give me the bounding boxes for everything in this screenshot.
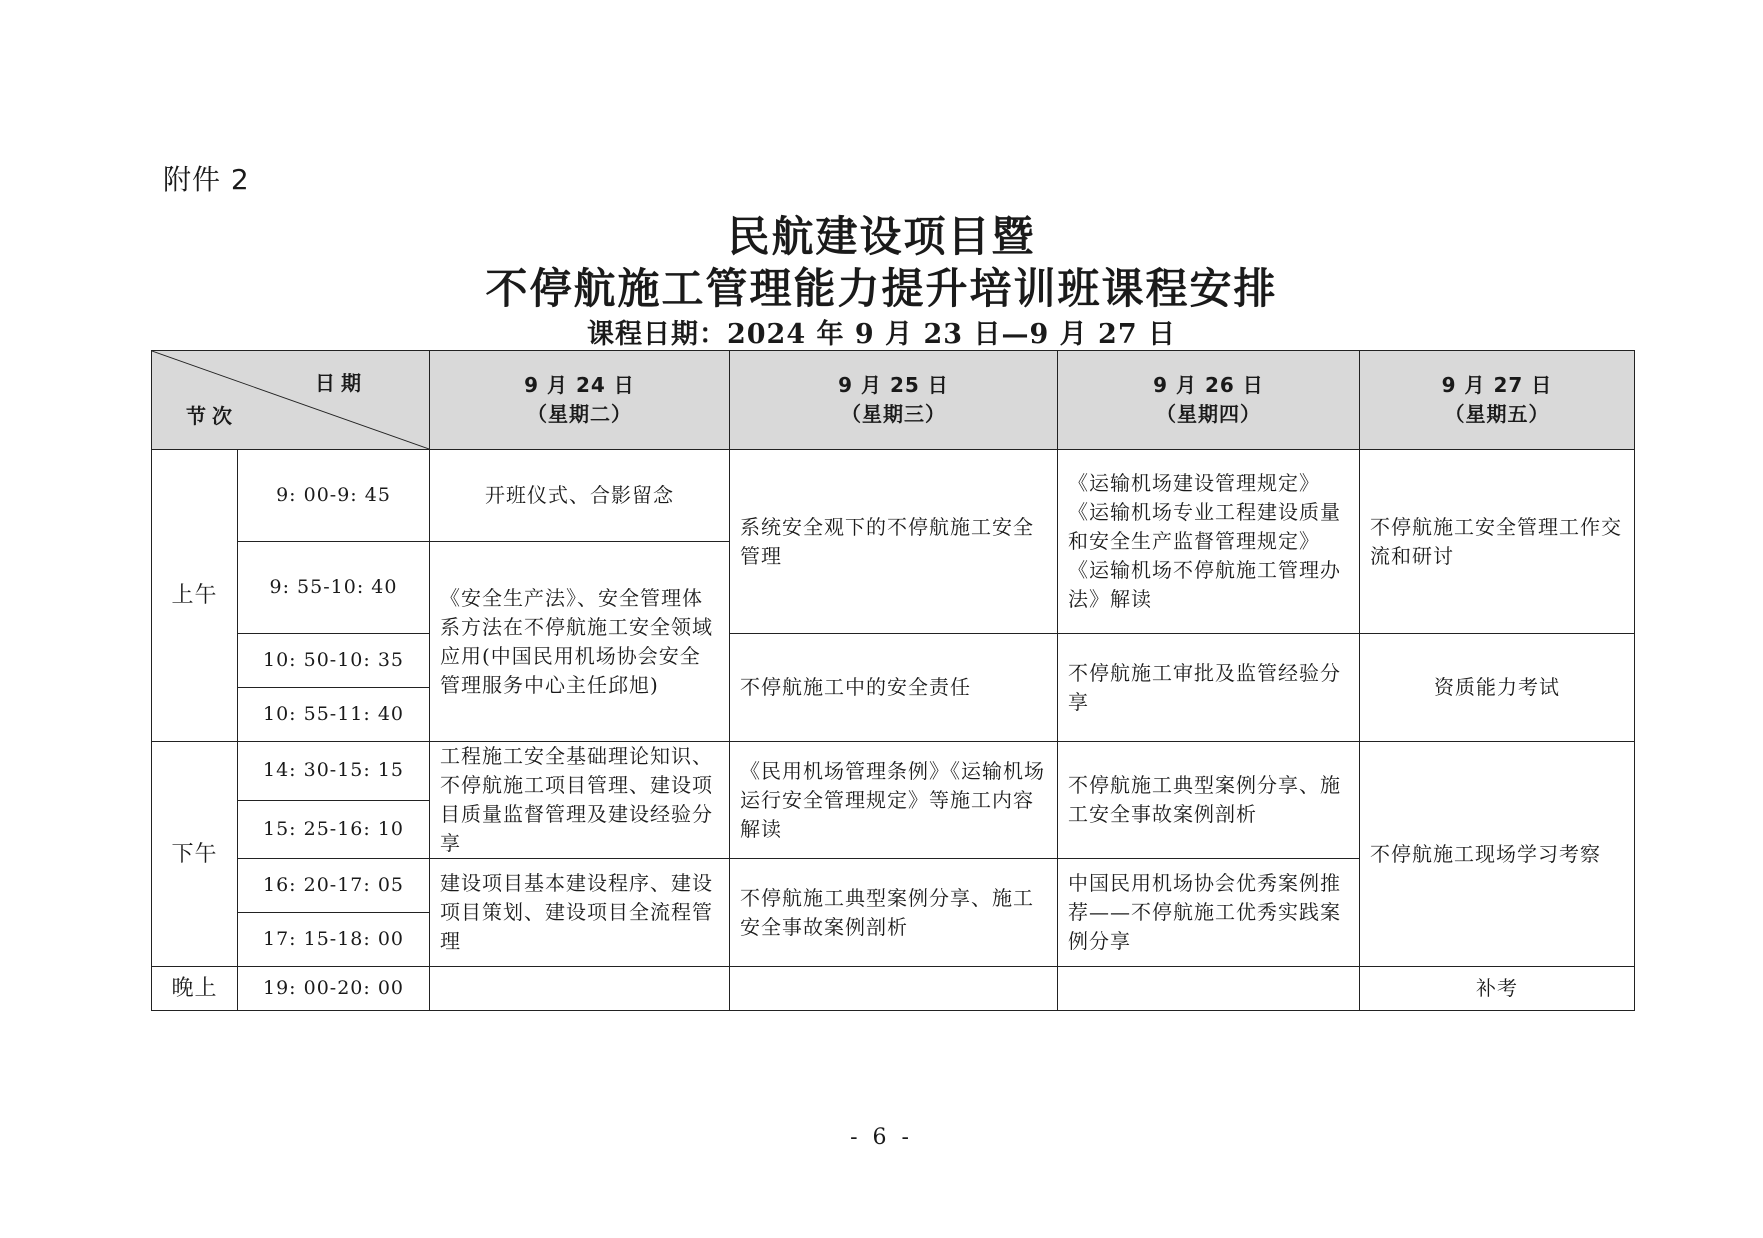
table-row	[152, 634, 1635, 688]
attachment-label: 附件 2	[163, 163, 250, 196]
course-date-range: 课程日期：2024 年 9 月 23 日—9 月 27 日	[586, 319, 1177, 350]
session-cell-empty	[730, 967, 1058, 1011]
session-cell: 资质能力考试	[1360, 634, 1635, 742]
day-date: 9 月 25 日	[838, 373, 949, 397]
session-cell: 建设项目基本建设程序、建设项目策划、建设项目全流程管理	[430, 859, 730, 967]
schedule-table	[151, 350, 1635, 1011]
session-cell: 中国民用机场协会优秀案例推荐——不停航施工优秀实践案例分享	[1058, 859, 1360, 967]
session-cell: 《安全生产法》、安全管理体系方法在不停航施工安全领域应用(中国民用机场协会安全管理服务中心主任邱旭)	[430, 542, 730, 742]
day-weekday: （星期五）	[1444, 402, 1550, 426]
period-evening: 晚上	[152, 967, 238, 1011]
corner-label-session: 节次	[186, 404, 238, 428]
session-cell: 补考	[1360, 967, 1635, 1011]
table-row	[152, 742, 1635, 801]
day-weekday: （星期二）	[527, 402, 632, 426]
header-day-2	[730, 351, 1058, 450]
day-weekday: （星期四）	[1156, 402, 1261, 426]
document-title-line2: 不停航施工管理能力提升培训班课程安排	[485, 264, 1278, 313]
session-cell: 不停航施工典型案例分享、施工安全事故案例剖析	[1058, 742, 1360, 859]
session-cell-empty	[1058, 967, 1360, 1011]
header-row	[152, 351, 1635, 450]
time-slot: 10: 55-11: 40	[238, 688, 430, 742]
session-cell: 不停航施工现场学习考察	[1360, 742, 1635, 967]
day-date: 9 月 24 日	[524, 373, 635, 397]
session-cell: 系统安全观下的不停航施工安全管理	[730, 450, 1058, 634]
time-slot: 15: 25-16: 10	[238, 800, 430, 859]
header-day-1	[430, 351, 730, 450]
session-cell: 开班仪式、合影留念	[430, 450, 730, 542]
session-cell: 不停航施工审批及监管经验分享	[1058, 634, 1360, 742]
session-cell: 《运输机场建设管理规定》《运输机场专业工程建设质量和安全生产监督管理规定》《运输机场不停航施工管理办法》解读	[1058, 450, 1360, 634]
session-cell-empty	[430, 967, 730, 1011]
session-cell: 不停航施工中的安全责任	[730, 634, 1058, 742]
time-slot: 9: 55-10: 40	[238, 542, 430, 634]
header-corner-cell	[152, 351, 430, 450]
session-cell: 不停航施工安全管理工作交流和研讨	[1360, 450, 1635, 634]
corner-label-date: 日期	[315, 371, 367, 395]
day-date: 9 月 27 日	[1441, 373, 1553, 397]
period-morning: 上午	[152, 450, 238, 742]
time-slot: 10: 50-10: 35	[238, 634, 430, 688]
table-row	[152, 450, 1635, 542]
time-slot: 19: 00-20: 00	[238, 967, 430, 1011]
session-cell: 不停航施工典型案例分享、施工安全事故案例剖析	[730, 859, 1058, 967]
time-slot: 9: 00-9: 45	[238, 450, 430, 542]
day-weekday: （星期三）	[841, 402, 946, 426]
session-cell: 工程施工安全基础理论知识、不停航施工项目管理、建设项目质量监督管理及建设经验分享	[430, 742, 730, 859]
header-day-3	[1058, 351, 1360, 450]
period-afternoon: 下午	[152, 742, 238, 967]
header-day-4	[1360, 351, 1635, 450]
time-slot: 17: 15-18: 00	[238, 913, 430, 967]
day-date: 9 月 26 日	[1153, 373, 1264, 397]
session-cell: 《民用机场管理条例》《运输机场运行安全管理规定》等施工内容解读	[730, 742, 1058, 859]
page-number: - 6 -	[850, 1125, 913, 1150]
diagonal-divider	[152, 351, 429, 449]
time-slot: 14: 30-15: 15	[238, 742, 430, 801]
document-title-line1: 民航建设项目暨	[727, 212, 1036, 261]
table-row	[152, 967, 1635, 1011]
time-slot: 16: 20-17: 05	[238, 859, 430, 913]
